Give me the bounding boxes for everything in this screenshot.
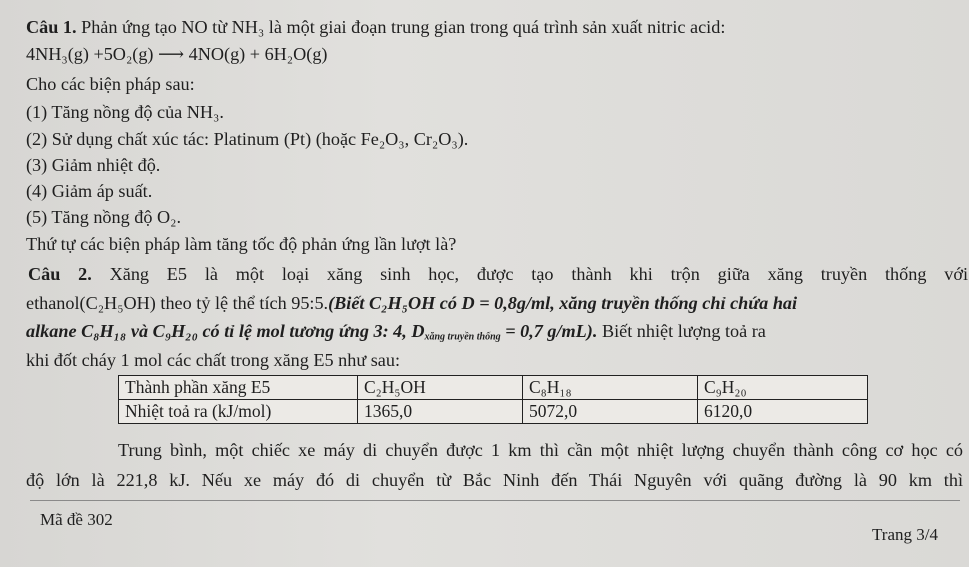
q1-measure-3: (3) Giảm nhiệt độ. xyxy=(26,155,161,175)
table-header-cell: Thành phần xăng E5 xyxy=(119,376,358,400)
q2-line-1-text: Xăng E5 là một loại xăng sinh học, được tạo thành khi trộn giữa xăng truyền thống với xyxy=(109,264,968,284)
q1-intro: Phản ứng tạo NO từ NH₃ là một giai đoạn trung gian trong quá trình sản xuất nitric acid: xyxy=(81,17,726,37)
q2-line-3 xyxy=(26,319,766,350)
q1-measure-1: (1) Tăng nồng độ của NH₃. xyxy=(26,102,224,122)
page-number: Trang 3/4 xyxy=(872,525,938,544)
q1-measure-2: (2) Sử dụng chất xúc tác: Platinum (Pt) (hoặc Fe₂O₃, Cr₂O₃). xyxy=(26,129,469,149)
q1-measures-intro: Cho các biện pháp sau: xyxy=(26,74,195,94)
table-cell: 1365,0 xyxy=(358,400,523,424)
q2-line-3-plain: Biết nhiệt lượng toả ra xyxy=(597,321,766,341)
table-header-row xyxy=(119,376,868,400)
q2-line-2 xyxy=(26,291,797,315)
table-row xyxy=(119,400,868,424)
q1-measure-4: (4) Giảm áp suất. xyxy=(26,181,153,201)
q2-line-2-plain: ethanol(C₂H₅OH) theo tỷ lệ thể tích 95:5. xyxy=(26,293,329,313)
q1-question: Thứ tự các biện pháp làm tăng tốc độ phản ứng lần lượt là? xyxy=(26,234,457,254)
q2-label: Câu 2. xyxy=(28,264,92,284)
q2-line-2-note: (Biết C₂H₅OH có D = 0,8g/ml, xăng truyền thống chỉ chứa hai xyxy=(328,293,798,313)
q1-equation: 4NH₃(g) +5O₂(g) ⟶ 4NO(g) + 6H₂O(g) xyxy=(26,44,328,64)
table-header-cell: C₉H₂₀ xyxy=(698,376,868,400)
exam-code: Mã đề 302 xyxy=(40,510,113,529)
table-cell: Nhiệt toả ra (kJ/mol) xyxy=(119,400,358,424)
q1-label: Câu 1. xyxy=(26,17,77,37)
table-header-cell: C₂H₅OH xyxy=(358,376,523,400)
q2-line-3-note: alkane C₈H₁₈ và C₉H₂₀ có tỉ lệ mol tương ứng 3: 4, D xyxy=(26,321,425,341)
q2-line-6: độ lớn là 221,8 kJ. Nếu xe máy đó di chuyển từ Bắc Ninh đến Thái Nguyên với quãng đường là 90 km thì xyxy=(26,470,963,490)
table-header-cell: C₈H₁₈ xyxy=(523,376,698,400)
q2-line-4: khi đốt cháy 1 mol các chất trong xăng E5 như sau: xyxy=(26,350,401,370)
footer-divider xyxy=(30,500,960,501)
q2-line-1 xyxy=(28,262,968,286)
q2-density-subscript: xăng truyền thống xyxy=(424,331,501,343)
table-cell: 5072,0 xyxy=(523,400,698,424)
q1-measure-5: (5) Tăng nồng độ O₂. xyxy=(26,207,182,227)
q2-line-5: Trung bình, một chiếc xe máy di chuyển được 1 km thì cần một nhiệt lượng chuyển thành công cơ học có xyxy=(118,440,963,460)
heat-table xyxy=(118,375,868,424)
table-cell: 6120,0 xyxy=(698,400,868,424)
q1-intro-line xyxy=(26,15,725,39)
q2-density-value: = 0,7 g/mL). xyxy=(500,321,598,341)
